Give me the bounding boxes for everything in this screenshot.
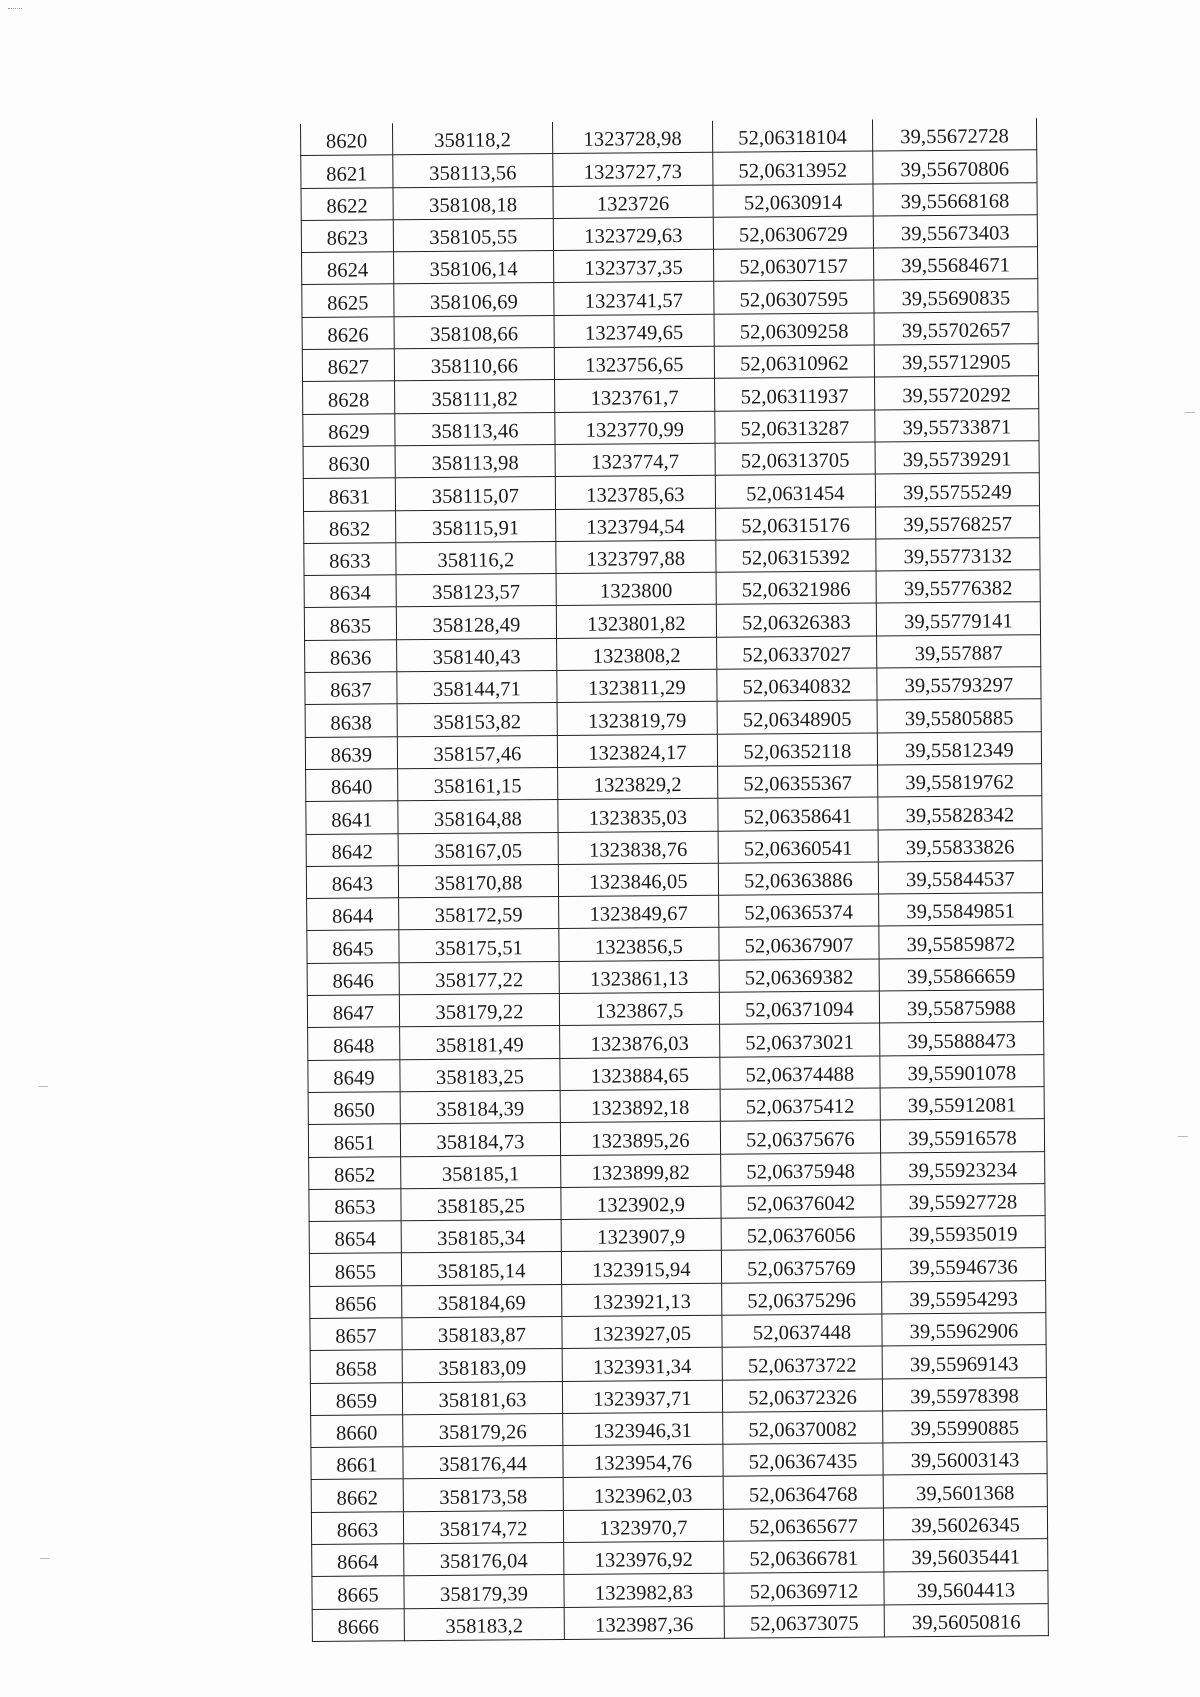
latitude-cell: 52,06366781 xyxy=(724,1540,884,1574)
x-coordinate-cell: 358108,66 xyxy=(394,315,554,349)
longitude-cell: 39,55844537 xyxy=(878,861,1042,895)
latitude-cell: 52,06360541 xyxy=(718,830,878,864)
x-coordinate-cell: 358184,39 xyxy=(400,1090,560,1124)
latitude-cell: 52,06313705 xyxy=(715,442,875,476)
scan-edge-mark xyxy=(40,1558,50,1559)
x-coordinate-cell: 358115,07 xyxy=(395,477,555,511)
longitude-cell: 39,55912081 xyxy=(880,1087,1044,1121)
longitude-cell: 39,55739291 xyxy=(875,441,1039,475)
longitude-cell: 39,55670806 xyxy=(873,150,1037,184)
point-number-cell: 8639 xyxy=(305,736,397,769)
x-coordinate-cell: 358140,43 xyxy=(397,638,557,672)
x-coordinate-cell: 358110,66 xyxy=(394,348,554,382)
longitude-cell: 39,55969143 xyxy=(882,1345,1046,1379)
longitude-cell: 39,55962906 xyxy=(882,1313,1046,1347)
latitude-cell: 52,06364768 xyxy=(723,1475,883,1509)
point-number-cell: 8621 xyxy=(301,155,393,188)
table-row xyxy=(312,1603,1048,1641)
latitude-cell: 52,06363886 xyxy=(718,862,878,896)
latitude-cell: 52,06337027 xyxy=(717,636,877,670)
point-number-cell: 8630 xyxy=(303,446,395,479)
latitude-cell: 52,06367907 xyxy=(719,926,879,960)
longitude-cell: 39,55866659 xyxy=(879,957,1043,991)
y-coordinate-cell: 1323797,88 xyxy=(556,540,716,574)
x-coordinate-cell: 358179,22 xyxy=(399,994,559,1028)
latitude-cell: 52,06358641 xyxy=(718,797,878,831)
latitude-cell: 52,06374488 xyxy=(720,1056,880,1090)
longitude-cell: 39,56003143 xyxy=(883,1442,1047,1476)
coordinates-table-container xyxy=(300,118,1048,1642)
x-coordinate-cell: 358123,57 xyxy=(396,574,556,608)
x-coordinate-cell: 358183,25 xyxy=(400,1058,560,1092)
point-number-cell: 8661 xyxy=(311,1447,403,1480)
latitude-cell: 52,06370082 xyxy=(723,1411,883,1445)
x-coordinate-cell: 358184,69 xyxy=(402,1284,562,1318)
latitude-cell: 52,06373021 xyxy=(720,1023,880,1057)
longitude-cell: 39,55990885 xyxy=(883,1410,1047,1444)
point-number-cell: 8625 xyxy=(302,284,394,317)
latitude-cell: 52,06315392 xyxy=(716,539,876,573)
latitude-cell: 52,06375769 xyxy=(721,1249,881,1283)
y-coordinate-cell: 1323756,65 xyxy=(554,346,714,380)
latitude-cell: 52,0637448 xyxy=(722,1314,882,1348)
y-coordinate-cell: 1323892,18 xyxy=(560,1089,720,1123)
point-number-cell: 8654 xyxy=(309,1221,401,1254)
longitude-cell: 39,56050816 xyxy=(884,1603,1048,1637)
point-number-cell: 8643 xyxy=(306,866,398,899)
scan-artifact-mark xyxy=(8,8,22,9)
longitude-cell: 39,56035441 xyxy=(884,1539,1048,1573)
longitude-cell: 39,55690835 xyxy=(874,279,1038,313)
latitude-cell: 52,06376042 xyxy=(721,1185,881,1219)
latitude-cell: 52,0631454 xyxy=(715,474,875,508)
y-coordinate-cell: 1323931,34 xyxy=(562,1348,722,1382)
point-number-cell: 8648 xyxy=(308,1027,400,1060)
y-coordinate-cell: 1323915,94 xyxy=(561,1251,721,1285)
x-coordinate-cell: 358185,34 xyxy=(401,1220,561,1254)
latitude-cell: 52,0630914 xyxy=(713,184,873,218)
y-coordinate-cell: 1323726 xyxy=(553,185,713,219)
x-coordinate-cell: 358106,69 xyxy=(394,283,554,317)
y-coordinate-cell: 1323741,57 xyxy=(554,282,714,316)
point-number-cell: 8631 xyxy=(303,478,395,511)
point-number-cell: 8637 xyxy=(305,672,397,705)
x-coordinate-cell: 358179,39 xyxy=(404,1575,564,1609)
x-coordinate-cell: 358176,04 xyxy=(404,1543,564,1577)
y-coordinate-cell: 1323737,35 xyxy=(554,249,714,283)
latitude-cell: 52,06355367 xyxy=(718,765,878,799)
x-coordinate-cell: 358181,49 xyxy=(400,1026,560,1060)
x-coordinate-cell: 358144,71 xyxy=(397,671,557,705)
y-coordinate-cell: 1323785,63 xyxy=(555,476,715,510)
longitude-cell: 39,55946736 xyxy=(881,1248,1045,1282)
x-coordinate-cell: 358128,49 xyxy=(396,606,556,640)
x-coordinate-cell: 358173,58 xyxy=(403,1478,563,1512)
latitude-cell: 52,06310962 xyxy=(714,345,874,379)
y-coordinate-cell: 1323800 xyxy=(556,572,716,606)
x-coordinate-cell: 358113,56 xyxy=(393,154,553,188)
y-coordinate-cell: 1323987,36 xyxy=(564,1606,724,1640)
latitude-cell: 52,06321986 xyxy=(716,571,876,605)
latitude-cell: 52,06371094 xyxy=(719,991,879,1025)
longitude-cell: 39,55805885 xyxy=(877,699,1041,733)
point-number-cell: 8623 xyxy=(301,220,393,253)
y-coordinate-cell: 1323849,67 xyxy=(559,895,719,929)
longitude-cell: 39,56026345 xyxy=(883,1506,1047,1540)
longitude-cell: 39,55773132 xyxy=(876,538,1040,572)
x-coordinate-cell: 358113,46 xyxy=(395,412,555,446)
x-coordinate-cell: 358185,14 xyxy=(401,1252,561,1286)
longitude-cell: 39,55916578 xyxy=(880,1119,1044,1153)
longitude-cell: 39,5604413 xyxy=(884,1571,1048,1605)
longitude-cell: 39,55954293 xyxy=(882,1280,1046,1314)
y-coordinate-cell: 1323899,82 xyxy=(561,1154,721,1188)
latitude-cell: 52,06307157 xyxy=(713,248,873,282)
point-number-cell: 8638 xyxy=(305,704,397,737)
point-number-cell: 8662 xyxy=(311,1479,403,1512)
y-coordinate-cell: 1323921,13 xyxy=(562,1283,722,1317)
point-number-cell: 8664 xyxy=(312,1544,404,1577)
x-coordinate-cell: 358167,05 xyxy=(398,832,558,866)
latitude-cell: 52,06376056 xyxy=(721,1217,881,1251)
point-number-cell: 8642 xyxy=(306,833,398,866)
latitude-cell: 52,06313287 xyxy=(715,410,875,444)
point-number-cell: 8655 xyxy=(309,1253,401,1286)
longitude-cell: 39,55828342 xyxy=(878,796,1042,830)
longitude-cell: 39,55668168 xyxy=(873,182,1037,216)
x-coordinate-cell: 358113,98 xyxy=(395,444,555,478)
latitude-cell: 52,06367435 xyxy=(723,1443,883,1477)
longitude-cell: 39,55888473 xyxy=(880,1022,1044,1056)
y-coordinate-cell: 1323824,17 xyxy=(557,734,717,768)
latitude-cell: 52,06306729 xyxy=(713,216,873,250)
longitude-cell: 39,55833826 xyxy=(878,828,1042,862)
point-number-cell: 8658 xyxy=(310,1350,402,1383)
longitude-cell: 39,55927728 xyxy=(881,1183,1045,1217)
x-coordinate-cell: 358106,14 xyxy=(394,251,554,285)
y-coordinate-cell: 1323811,29 xyxy=(557,669,717,703)
longitude-cell: 39,55776382 xyxy=(876,570,1040,604)
y-coordinate-cell: 1323761,7 xyxy=(555,379,715,413)
x-coordinate-cell: 358172,59 xyxy=(399,897,559,931)
longitude-cell: 39,55849851 xyxy=(879,893,1043,927)
latitude-cell: 52,06375948 xyxy=(721,1152,881,1186)
point-number-cell: 8632 xyxy=(304,510,396,543)
latitude-cell: 52,06375296 xyxy=(722,1282,882,1316)
latitude-cell: 52,06373722 xyxy=(722,1346,882,1380)
y-coordinate-cell: 1323829,2 xyxy=(558,766,718,800)
y-coordinate-cell: 1323907,9 xyxy=(561,1218,721,1252)
y-coordinate-cell: 1323838,76 xyxy=(558,831,718,865)
point-number-cell: 8656 xyxy=(310,1285,402,1318)
x-coordinate-cell: 358179,26 xyxy=(403,1413,563,1447)
longitude-cell: 39,55755249 xyxy=(875,473,1039,507)
point-number-cell: 8640 xyxy=(306,769,398,802)
y-coordinate-cell: 1323902,9 xyxy=(561,1186,721,1220)
longitude-cell: 39,55901078 xyxy=(880,1054,1044,1088)
y-coordinate-cell: 1323954,76 xyxy=(563,1444,723,1478)
point-number-cell: 8627 xyxy=(302,349,394,382)
x-coordinate-cell: 358118,2 xyxy=(392,122,552,155)
x-coordinate-cell: 358181,63 xyxy=(402,1381,562,1415)
x-coordinate-cell: 358176,44 xyxy=(403,1446,563,1480)
y-coordinate-cell: 1323808,2 xyxy=(557,637,717,671)
point-number-cell: 8652 xyxy=(309,1156,401,1189)
y-coordinate-cell: 1323970,7 xyxy=(563,1509,723,1543)
latitude-cell: 52,06318104 xyxy=(712,120,872,153)
y-coordinate-cell: 1323846,05 xyxy=(558,863,718,897)
point-number-cell: 8646 xyxy=(307,962,399,995)
point-number-cell: 8629 xyxy=(303,413,395,446)
point-number-cell: 8649 xyxy=(308,1059,400,1092)
y-coordinate-cell: 1323770,99 xyxy=(555,411,715,445)
longitude-cell: 39,5601368 xyxy=(883,1474,1047,1508)
latitude-cell: 52,06340832 xyxy=(717,668,877,702)
point-number-cell: 8653 xyxy=(309,1189,401,1222)
x-coordinate-cell: 358170,88 xyxy=(398,864,558,898)
latitude-cell: 52,06373075 xyxy=(724,1605,884,1639)
coordinates-table xyxy=(300,118,1049,1642)
y-coordinate-cell: 1323937,71 xyxy=(562,1380,722,1414)
coordinates-table-body xyxy=(300,118,1048,1641)
latitude-cell: 52,06365677 xyxy=(723,1508,883,1542)
x-coordinate-cell: 358105,55 xyxy=(393,218,553,252)
longitude-cell: 39,55768257 xyxy=(876,505,1040,539)
latitude-cell: 52,06311937 xyxy=(715,377,875,411)
point-number-cell: 8635 xyxy=(304,607,396,640)
latitude-cell: 52,06372326 xyxy=(722,1379,882,1413)
point-number-cell: 8620 xyxy=(300,123,392,156)
latitude-cell: 52,06375676 xyxy=(720,1120,880,1154)
point-number-cell: 8636 xyxy=(305,640,397,673)
point-number-cell: 8641 xyxy=(306,801,398,834)
y-coordinate-cell: 1323884,65 xyxy=(560,1057,720,1091)
point-number-cell: 8659 xyxy=(310,1382,402,1415)
x-coordinate-cell: 358157,46 xyxy=(397,735,557,769)
y-coordinate-cell: 1323861,13 xyxy=(559,960,719,994)
point-number-cell: 8650 xyxy=(308,1092,400,1125)
longitude-cell: 39,55859872 xyxy=(879,925,1043,959)
y-coordinate-cell: 1323728,98 xyxy=(552,121,712,154)
longitude-cell: 39,557887 xyxy=(877,634,1041,668)
x-coordinate-cell: 358184,73 xyxy=(400,1123,560,1157)
point-number-cell: 8633 xyxy=(304,543,396,576)
point-number-cell: 8628 xyxy=(303,381,395,414)
longitude-cell: 39,55673403 xyxy=(873,215,1037,249)
x-coordinate-cell: 358185,1 xyxy=(401,1155,561,1189)
longitude-cell: 39,55978398 xyxy=(882,1377,1046,1411)
longitude-cell: 39,55733871 xyxy=(875,408,1039,442)
point-number-cell: 8665 xyxy=(312,1576,404,1609)
x-coordinate-cell: 358111,82 xyxy=(395,380,555,414)
x-coordinate-cell: 358183,09 xyxy=(402,1349,562,1383)
longitude-cell: 39,55819762 xyxy=(878,764,1042,798)
latitude-cell: 52,06348905 xyxy=(717,700,877,734)
point-number-cell: 8644 xyxy=(307,898,399,931)
y-coordinate-cell: 1323895,26 xyxy=(560,1121,720,1155)
y-coordinate-cell: 1323794,54 xyxy=(556,508,716,542)
y-coordinate-cell: 1323727,73 xyxy=(553,153,713,187)
y-coordinate-cell: 1323835,03 xyxy=(558,798,718,832)
y-coordinate-cell: 1323819,79 xyxy=(557,702,717,736)
x-coordinate-cell: 358161,15 xyxy=(398,767,558,801)
point-number-cell: 8645 xyxy=(307,930,399,963)
x-coordinate-cell: 358108,18 xyxy=(393,186,553,220)
longitude-cell: 39,55812349 xyxy=(877,731,1041,765)
latitude-cell: 52,06309258 xyxy=(714,313,874,347)
latitude-cell: 52,06315176 xyxy=(716,507,876,541)
longitude-cell: 39,55875988 xyxy=(879,990,1043,1024)
longitude-cell: 39,55684671 xyxy=(873,247,1037,281)
scan-edge-mark xyxy=(1178,1136,1188,1137)
y-coordinate-cell: 1323876,03 xyxy=(560,1025,720,1059)
y-coordinate-cell: 1323946,31 xyxy=(563,1412,723,1446)
x-coordinate-cell: 358177,22 xyxy=(399,961,559,995)
longitude-cell: 39,55712905 xyxy=(874,344,1038,378)
x-coordinate-cell: 358164,88 xyxy=(398,800,558,834)
longitude-cell: 39,55702657 xyxy=(874,311,1038,345)
point-number-cell: 8622 xyxy=(301,187,393,220)
latitude-cell: 52,06352118 xyxy=(717,733,877,767)
scan-edge-mark xyxy=(1185,412,1195,413)
x-coordinate-cell: 358185,25 xyxy=(401,1187,561,1221)
point-number-cell: 8624 xyxy=(302,252,394,285)
latitude-cell: 52,06365374 xyxy=(719,894,879,928)
x-coordinate-cell: 358183,87 xyxy=(402,1316,562,1350)
y-coordinate-cell: 1323976,92 xyxy=(564,1541,724,1575)
longitude-cell: 39,55923234 xyxy=(881,1151,1045,1185)
y-coordinate-cell: 1323749,65 xyxy=(554,314,714,348)
latitude-cell: 52,06369382 xyxy=(719,959,879,993)
longitude-cell: 39,55793297 xyxy=(877,667,1041,701)
scan-edge-mark xyxy=(38,1086,48,1087)
longitude-cell: 39,55935019 xyxy=(881,1216,1045,1250)
y-coordinate-cell: 1323962,03 xyxy=(563,1477,723,1511)
x-coordinate-cell: 358174,72 xyxy=(403,1510,563,1544)
x-coordinate-cell: 358115,91 xyxy=(396,509,556,543)
x-coordinate-cell: 358153,82 xyxy=(397,703,557,737)
x-coordinate-cell: 358116,2 xyxy=(396,541,556,575)
y-coordinate-cell: 1323927,05 xyxy=(562,1315,722,1349)
y-coordinate-cell: 1323856,5 xyxy=(559,928,719,962)
y-coordinate-cell: 1323774,7 xyxy=(555,443,715,477)
latitude-cell: 52,06369712 xyxy=(724,1572,884,1606)
point-number-cell: 8647 xyxy=(307,995,399,1028)
y-coordinate-cell: 1323867,5 xyxy=(559,992,719,1026)
point-number-cell: 8663 xyxy=(311,1511,403,1544)
longitude-cell: 39,55720292 xyxy=(875,376,1039,410)
latitude-cell: 52,06313952 xyxy=(713,151,873,185)
point-number-cell: 8651 xyxy=(308,1124,400,1157)
longitude-cell: 39,55779141 xyxy=(876,602,1040,636)
x-coordinate-cell: 358175,51 xyxy=(399,929,559,963)
x-coordinate-cell: 358183,2 xyxy=(404,1607,564,1641)
y-coordinate-cell: 1323729,63 xyxy=(553,217,713,251)
latitude-cell: 52,06307595 xyxy=(714,280,874,314)
point-number-cell: 8657 xyxy=(310,1318,402,1351)
latitude-cell: 52,06326383 xyxy=(716,603,876,637)
longitude-cell: 39,55672728 xyxy=(872,118,1036,151)
point-number-cell: 8626 xyxy=(302,317,394,350)
y-coordinate-cell: 1323801,82 xyxy=(556,605,716,639)
point-number-cell: 8634 xyxy=(304,575,396,608)
latitude-cell: 52,06375412 xyxy=(720,1088,880,1122)
point-number-cell: 8660 xyxy=(311,1415,403,1448)
y-coordinate-cell: 1323982,83 xyxy=(564,1574,724,1608)
point-number-cell: 8666 xyxy=(312,1608,404,1641)
